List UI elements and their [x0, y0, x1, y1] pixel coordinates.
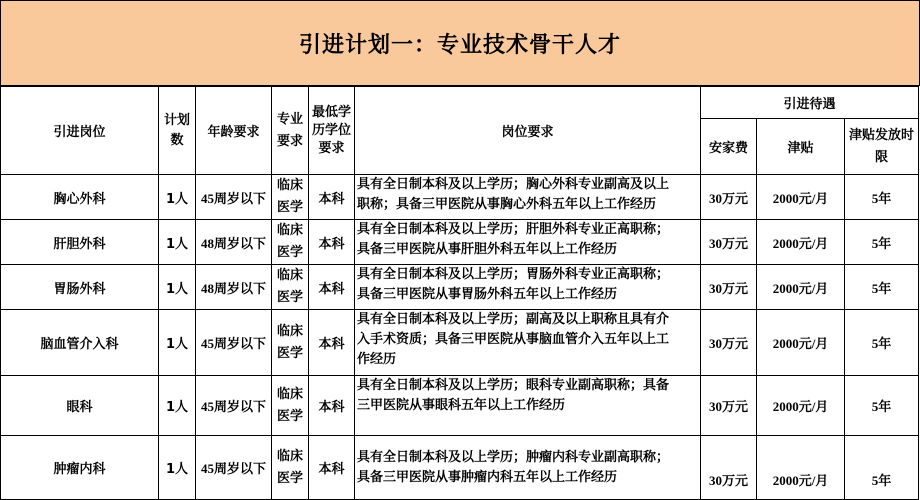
requirement-line: 具有全日制本科及以上学历；肿瘤内科专业副高职称；: [357, 449, 670, 465]
major-cell: 临床医学: [272, 265, 309, 310]
allowance-cell: 2000元/月: [757, 310, 845, 376]
table-row: [1, 310, 919, 376]
age-cell: 48周岁以下: [196, 220, 272, 265]
position-cell: 脑血管介入科: [1, 310, 159, 376]
degree-cell: 本科: [309, 220, 355, 265]
header-settle: 安家费: [701, 119, 757, 175]
requirement-cell: [355, 265, 701, 310]
requirement-line: 作经历: [357, 352, 397, 367]
requirement-line: 具备三甲医院从事肿瘤内科五年以上工作经历: [357, 469, 618, 485]
requirement-line: 具备三甲医院从事肝胆外科五年以上工作经历: [357, 242, 618, 257]
table-row: [1, 436, 919, 500]
requirement-cell: [355, 175, 701, 220]
header-major: 专业要求: [272, 87, 309, 175]
header-allowance: 津贴: [757, 119, 845, 175]
requirement-cell: [355, 436, 701, 500]
major-cell: 临床医学: [272, 220, 309, 265]
position-cell: 胸心外科: [1, 175, 159, 220]
settle-cell: 30万元: [701, 376, 757, 436]
degree-cell: 本科: [309, 175, 355, 220]
position-cell: 胃肠外科: [1, 265, 159, 310]
header-requirement: 岗位要求: [355, 87, 701, 175]
age-cell: 45周岁以下: [196, 376, 272, 436]
period-cell: 5年: [845, 220, 919, 265]
major-cell: 临床医学: [272, 436, 309, 500]
degree-cell: 本科: [309, 436, 355, 500]
header-period: 津贴发放时限: [845, 119, 919, 175]
period-cell: 5年: [845, 376, 919, 436]
table-row: [1, 175, 919, 220]
requirement-line: 具有全日制本科及以上学历；胸心外科专业副高及以上: [357, 177, 670, 192]
header-age: 年龄要求: [196, 87, 272, 175]
major-cell: 临床医学: [272, 175, 309, 220]
age-cell: 45周岁以下: [196, 310, 272, 376]
settle-cell: 30万元: [701, 175, 757, 220]
age-cell: 45周岁以下: [196, 175, 272, 220]
degree-cell: 本科: [309, 310, 355, 376]
requirement-line: 三甲医院从事眼科五年以上工作经历: [357, 398, 566, 413]
position-cell: 眼科: [1, 376, 159, 436]
degree-cell: 本科: [309, 265, 355, 310]
settle-cell: 30万元: [701, 436, 757, 500]
count-cell: 1人: [159, 220, 196, 265]
header-count: 计划数: [159, 87, 196, 175]
requirement-line: 具有全日制本科及以上学历；副高及以上职称且具有介: [357, 312, 670, 327]
requirement-line: 入手术资质；具备三甲医院从事脑血管介入五年以上工: [357, 332, 670, 347]
allowance-cell: 2000元/月: [757, 265, 845, 310]
recruitment-table: [0, 86, 919, 500]
count-cell: 1人: [159, 310, 196, 376]
count-cell: 1人: [159, 436, 196, 500]
degree-cell: 本科: [309, 376, 355, 436]
table-row: [1, 265, 919, 310]
title-banner: [0, 0, 920, 86]
header-degree: 最低学历学位要求: [309, 87, 355, 175]
requirement-line: 具有全日制本科及以上学历；胃肠外科专业正高职称；: [357, 267, 670, 282]
requirement-cell: [355, 310, 701, 376]
header-treatment: 引进待遇: [701, 87, 919, 119]
major-cell: 临床医学: [272, 310, 309, 376]
settle-cell: 30万元: [701, 265, 757, 310]
settle-cell: 30万元: [701, 310, 757, 376]
requirement-cell: [355, 376, 701, 436]
period-cell: 5年: [845, 175, 919, 220]
position-cell: 肿瘤内科: [1, 436, 159, 500]
count-cell: 1人: [159, 175, 196, 220]
period-cell: 5年: [845, 310, 919, 376]
allowance-cell: 2000元/月: [757, 175, 845, 220]
period-cell: 5年: [845, 436, 919, 500]
age-cell: 48周岁以下: [196, 265, 272, 310]
count-cell: 1人: [159, 376, 196, 436]
allowance-cell: 2000元/月: [757, 436, 845, 500]
position-cell: 肝胆外科: [1, 220, 159, 265]
table-row: [1, 220, 919, 265]
period-cell: 5年: [845, 265, 919, 310]
header-position: 引进岗位: [1, 87, 159, 175]
requirement-line: 具有全日制本科及以上学历；肝胆外科专业正高职称；: [357, 222, 670, 237]
requirement-line: 具备三甲医院从事胃肠外科五年以上工作经历: [357, 287, 618, 302]
requirement-line: 职称；具备三甲医院从事胸心外科五年以上工作经历: [357, 197, 657, 212]
count-cell: 1人: [159, 265, 196, 310]
allowance-cell: 2000元/月: [757, 376, 845, 436]
age-cell: 45周岁以下: [196, 436, 272, 500]
table-row: [1, 376, 919, 436]
allowance-cell: 2000元/月: [757, 220, 845, 265]
page-title: 引进计划一：专业技术骨干人才: [298, 32, 621, 58]
header-row: [1, 87, 919, 119]
major-cell: 临床医学: [272, 376, 309, 436]
requirement-line: 具有全日制本科及以上学历；眼科专业副高职称；具备: [357, 378, 670, 393]
requirement-cell: [355, 220, 701, 265]
settle-cell: 30万元: [701, 220, 757, 265]
